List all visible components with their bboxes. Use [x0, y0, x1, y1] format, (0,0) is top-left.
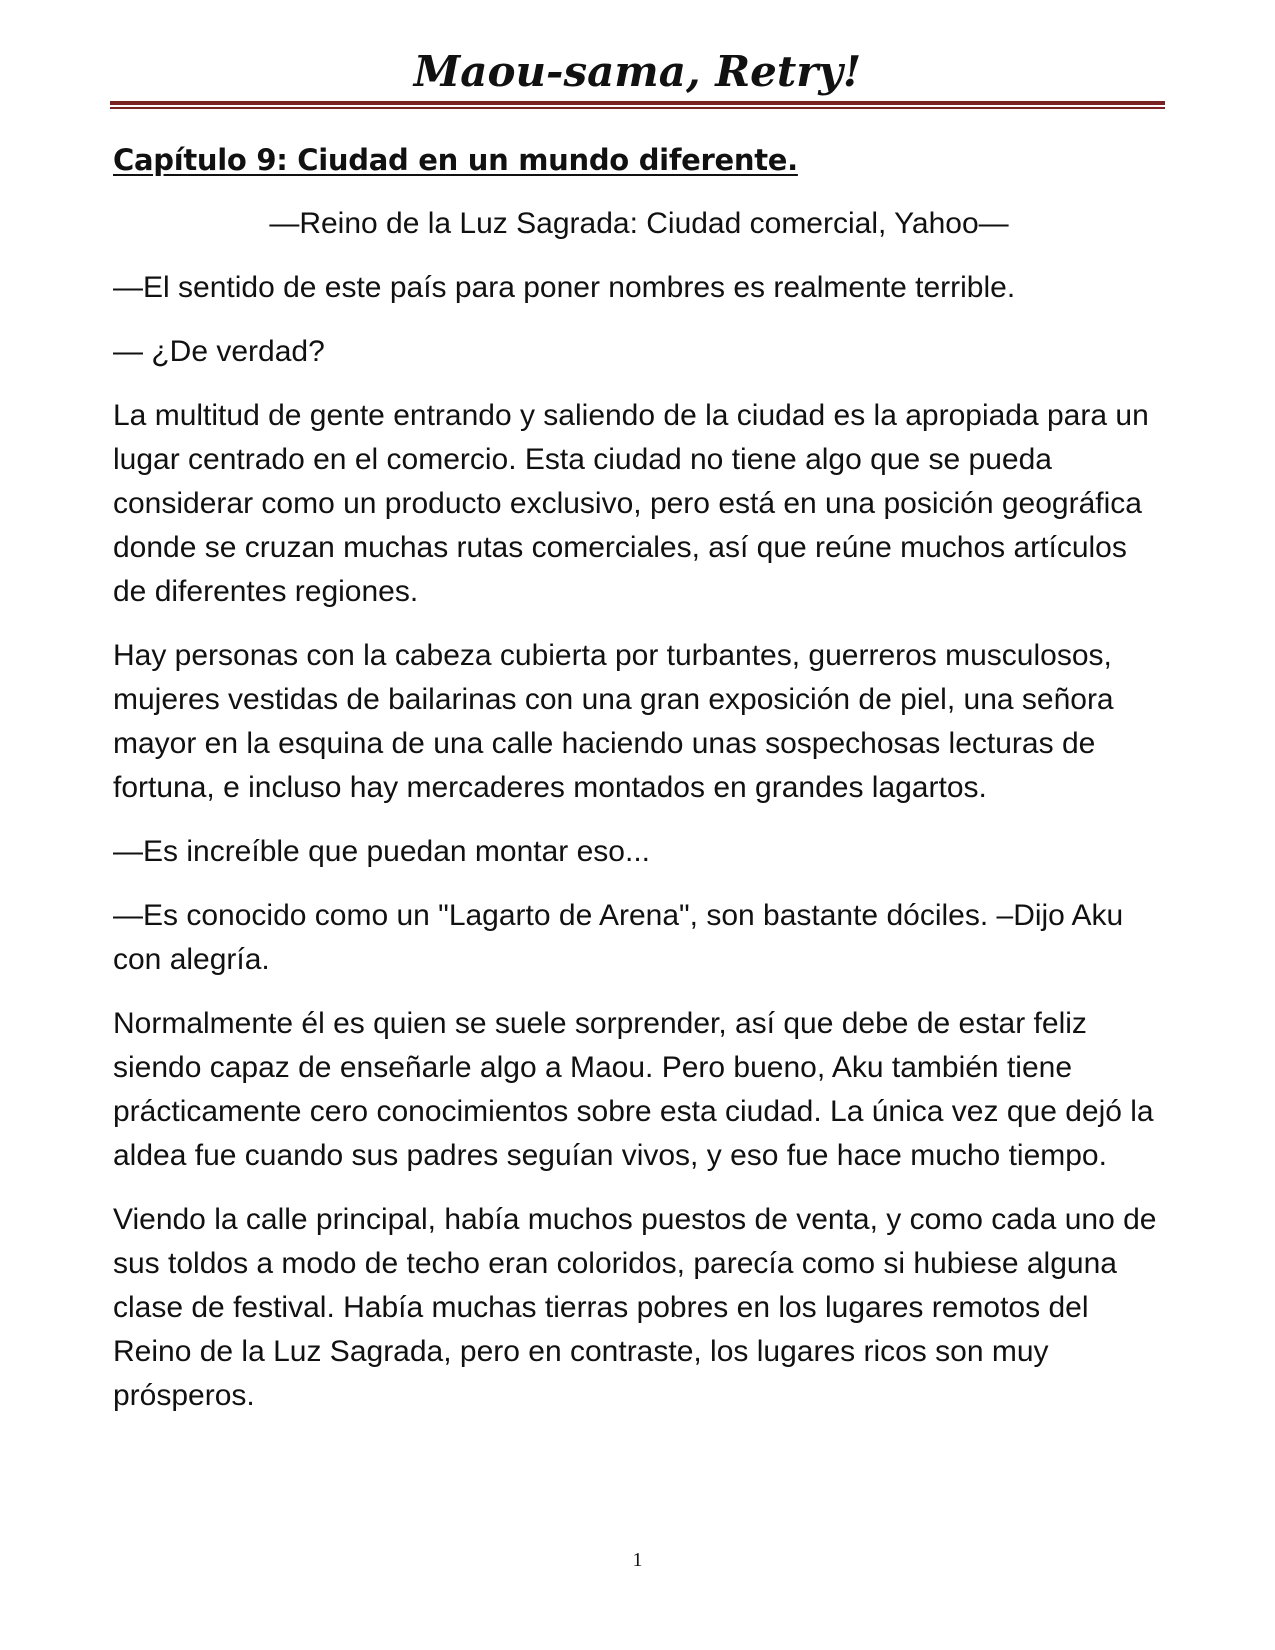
page-number: 1 — [632, 1549, 643, 1571]
running-header-title: Maou-sama, Retry! — [413, 47, 862, 96]
chapter-title: Capítulo 9: Ciudad en un mundo diferente. — [113, 143, 798, 177]
header-rule-thick-line — [110, 101, 1165, 105]
header-rule — [110, 101, 1165, 111]
paragraph-6: —Es conocido como un "Lagarto de Arena", son bastante dóciles. –Dijo Aku con alegría. — [113, 899, 1124, 976]
paragraph-5: —Es increíble que puedan montar eso... — [113, 835, 650, 868]
paragraph-1: —El sentido de este país para poner nombres es realmente terrible. — [113, 271, 1016, 304]
location-line: —Reino de la Luz Sagrada: Ciudad comercial, Yahoo— — [269, 207, 1009, 240]
header-rule-thin-line — [110, 107, 1165, 109]
paragraph-4: Hay personas con la cabeza cubierta por turbantes, guerreros musculosos, mujeres vestidas de bailarinas con una gran exposición de piel, una señora mayor en la esquina de una calle haciendo unas sospechosas lecturas de fortuna, e incluso hay mercaderes montados en grandes lagartos. — [113, 639, 1114, 804]
paragraph-8: Viendo la calle principal, había muchos puestos de venta, y como cada uno de sus toldos a modo de techo eran coloridos, parecía como si hubiese alguna clase de festival. Había muchas tierras pobres en los lugares remotos del Reino de la Luz Sagrada, pero en contraste, los lugares ricos son muy prósperos. — [113, 1203, 1157, 1412]
page-body — [113, 138, 1165, 1438]
paragraph-3: La multitud de gente entrando y saliendo de la ciudad es la apropiada para un lugar centrado en el comercio. Esta ciudad no tiene algo que se pueda considerar como un producto exclusivo, pero está en una posición geográfica donde se cruzan muchas rutas comerciales, así que reúne muchos artículos de diferentes regiones. — [113, 399, 1149, 608]
paragraph-7: Normalmente él es quien se suele sorprender, así que debe de estar feliz siendo capaz de enseñarle algo a Maou. Pero bueno, Aku también tiene prácticamente cero conocimientos sobre esta ciudad. La única vez que dejó la aldea fue cuando sus padres seguían vivos, y eso fue hace mucho tiempo. — [113, 1007, 1154, 1172]
paragraph-2: — ¿De verdad? — [113, 335, 325, 368]
